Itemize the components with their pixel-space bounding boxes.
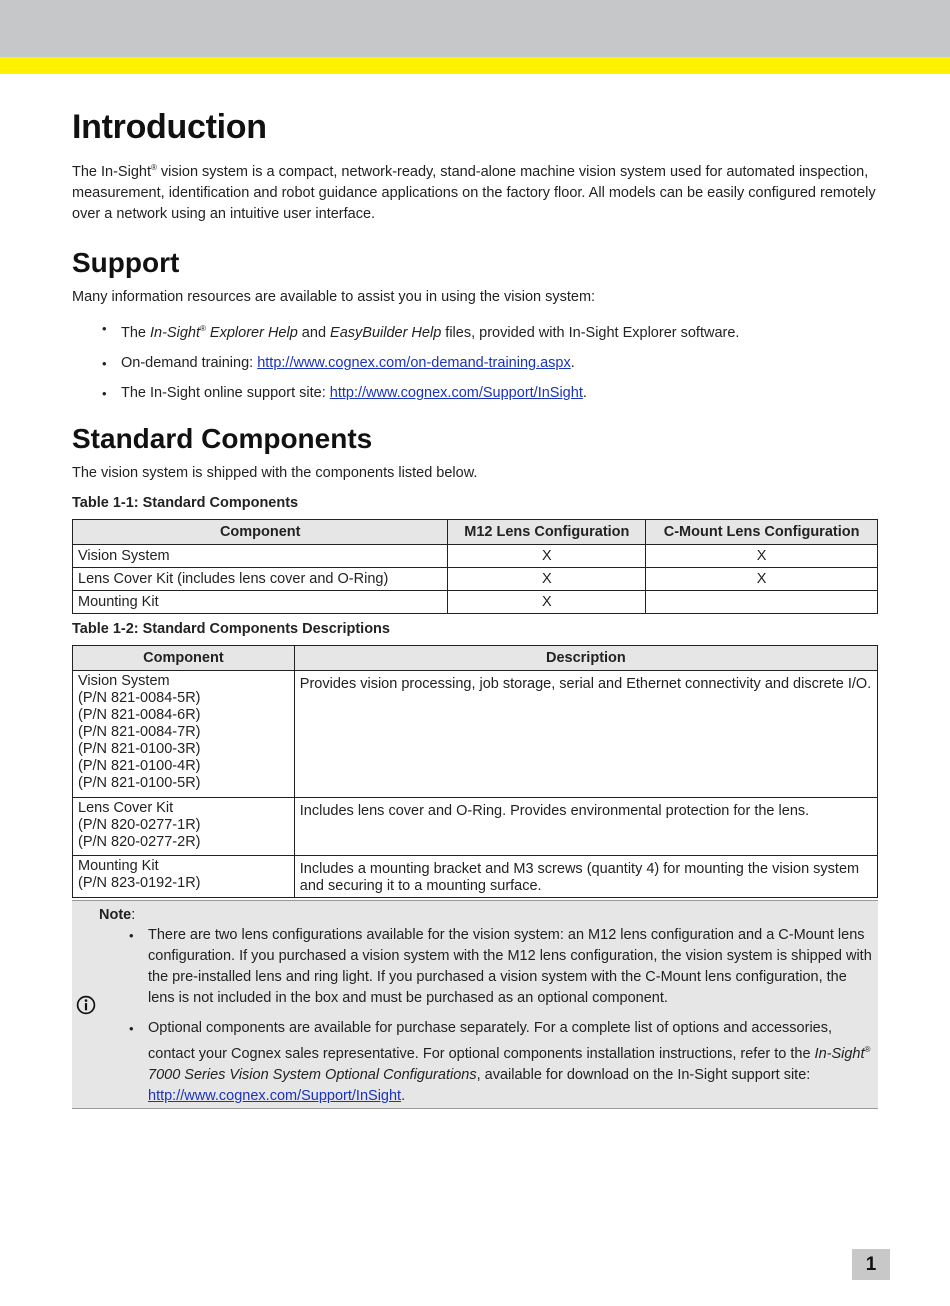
table-row bbox=[73, 856, 878, 898]
easybuilder-help-title: EasyBuilder Help bbox=[330, 325, 442, 341]
table-row bbox=[73, 545, 878, 568]
table-row bbox=[73, 568, 878, 591]
description-cell: Includes lens cover and O-Ring. Provides environmental protection for the lens. bbox=[294, 798, 877, 856]
note-colon: : bbox=[131, 907, 136, 923]
table-cell: X bbox=[448, 545, 646, 568]
table-cell: Vision System bbox=[73, 545, 448, 568]
component-name: Vision System bbox=[78, 673, 170, 689]
table-row bbox=[73, 671, 878, 798]
part-number: (P/N 821-0100-4R) bbox=[78, 758, 201, 774]
intro-text-b: vision system is a compact, network-ready, stand-alone machine vision system used for automated inspection, measurement, identification and robot guidance applications on the factory floor. All models can be easily configured remotely over a network using an intuitive user interface. bbox=[72, 164, 876, 222]
column-header: Description bbox=[294, 646, 877, 671]
table-cell: Mounting Kit bbox=[73, 591, 448, 614]
explorer-help-title: Explorer Help bbox=[205, 325, 298, 341]
note-label: Note bbox=[99, 907, 132, 923]
note-item-optional-components bbox=[129, 1018, 874, 1107]
column-header: Component bbox=[73, 646, 295, 671]
support-item-training bbox=[102, 353, 878, 374]
optional-configurations-title: 7000 Series Vision System Optional Configurations bbox=[148, 1067, 477, 1083]
part-number: (P/N 821-0084-7R) bbox=[78, 724, 201, 740]
registered-mark: ® bbox=[200, 324, 206, 333]
table-cell: X bbox=[448, 591, 646, 614]
part-number: (P/N 821-0100-5R) bbox=[78, 775, 201, 791]
description-cell: Includes a mounting bracket and M3 screws (quantity 4) for mounting the vision system and securing it to a mounting surface. bbox=[294, 856, 877, 898]
introduction-paragraph bbox=[72, 157, 878, 225]
part-number: (P/N 823-0192-1R) bbox=[78, 875, 201, 891]
info-circle-icon bbox=[76, 995, 96, 1015]
table-header-row bbox=[73, 520, 878, 545]
support-site-link[interactable]: http://www.cognex.com/Support/InSight bbox=[329, 385, 583, 401]
intro-text-a: The In-Sight bbox=[72, 164, 151, 180]
part-number: (P/N 821-0100-3R) bbox=[78, 741, 201, 757]
support-item-text: The In-Sight online support site: bbox=[121, 385, 330, 401]
table-cell: Lens Cover Kit (includes lens cover and O-Ring) bbox=[73, 568, 448, 591]
component-cell bbox=[73, 856, 295, 898]
page-content bbox=[72, 108, 878, 898]
support-item-text: On-demand training: bbox=[121, 355, 258, 371]
component-descriptions-table bbox=[72, 645, 878, 898]
part-number: (P/N 821-0084-6R) bbox=[78, 707, 201, 723]
part-number: (P/N 820-0277-1R) bbox=[78, 817, 201, 833]
header-gray-band bbox=[0, 0, 950, 57]
note-text: . bbox=[401, 1088, 406, 1104]
table2-caption: Table 1-2: Standard Components Descriptions bbox=[72, 621, 390, 637]
support-lead: Many information resources are available to assist you in using the vision system: bbox=[72, 289, 596, 305]
table-row bbox=[73, 798, 878, 856]
support-item-text: The bbox=[121, 325, 151, 341]
part-number: (P/N 821-0084-5R) bbox=[78, 690, 201, 706]
part-number: (P/N 820-0277-2R) bbox=[78, 834, 201, 850]
note-title bbox=[99, 907, 135, 923]
table1-caption: Table 1-1: Standard Components bbox=[72, 495, 299, 511]
table-header-row bbox=[73, 646, 878, 671]
table-cell: X bbox=[448, 568, 646, 591]
support-heading: Support bbox=[72, 247, 180, 278]
column-header: Component bbox=[73, 520, 448, 545]
table-cell bbox=[646, 591, 878, 614]
note-text: , available for download on the In-Sight support site: bbox=[476, 1067, 811, 1083]
standard-components-table bbox=[72, 519, 878, 614]
component-cell bbox=[73, 671, 295, 798]
standard-components-lead: The vision system is shipped with the components listed below. bbox=[72, 465, 478, 481]
table-cell: X bbox=[646, 568, 878, 591]
header-yellow-band bbox=[0, 57, 950, 74]
note-italic: In-Sight bbox=[814, 1046, 865, 1062]
column-header: M12 Lens Configuration bbox=[448, 520, 646, 545]
note-box bbox=[72, 900, 878, 1109]
registered-mark: ® bbox=[864, 1045, 871, 1054]
training-link[interactable]: http://www.cognex.com/on-demand-training.aspx bbox=[257, 355, 571, 371]
component-name: Mounting Kit bbox=[78, 858, 159, 874]
support-item-text: and bbox=[297, 325, 331, 341]
support-item-italic: In-Sight bbox=[150, 325, 200, 341]
support-item-online-site bbox=[102, 383, 878, 404]
column-header: C-Mount Lens Configuration bbox=[646, 520, 878, 545]
note-item-lens-configurations: • There are two lens configurations available for the vision system: an M12 lens configuration and a C-Mount lens configuration. If you purchased a vision system with the M12 lens configuration, the vision system is shipped with the pre-installed lens and ring light. If you purchased a vision system with the C-Mount lens configuration, the lens is not included in the box and must be purchased as an optional component. bbox=[129, 925, 874, 1009]
support-item-text: files, provided with In-Sight Explorer software. bbox=[441, 325, 740, 341]
component-name: Lens Cover Kit bbox=[78, 800, 174, 816]
registered-mark: ® bbox=[151, 163, 157, 172]
component-cell bbox=[73, 798, 295, 856]
table-row bbox=[73, 591, 878, 614]
support-list bbox=[72, 318, 878, 404]
description-cell: Provides vision processing, job storage, serial and Ethernet connectivity and discrete I/O. bbox=[294, 671, 877, 798]
note-list bbox=[129, 925, 874, 1116]
support-item-text: . bbox=[582, 385, 587, 401]
note-text: Optional components are available for purchase separately. For a complete list of options and accessories, contact your Cognex sales representative. For optional components installation instructions, refer to the bbox=[148, 1020, 833, 1062]
support-item-help-files bbox=[102, 318, 878, 344]
standard-components-heading: Standard Components bbox=[72, 423, 373, 454]
note-support-link[interactable]: http://www.cognex.com/Support/InSight bbox=[148, 1088, 402, 1104]
page-number: 1 bbox=[852, 1249, 890, 1280]
table-cell: X bbox=[646, 545, 878, 568]
introduction-heading: Introduction bbox=[72, 108, 267, 146]
support-item-text: . bbox=[570, 355, 575, 371]
